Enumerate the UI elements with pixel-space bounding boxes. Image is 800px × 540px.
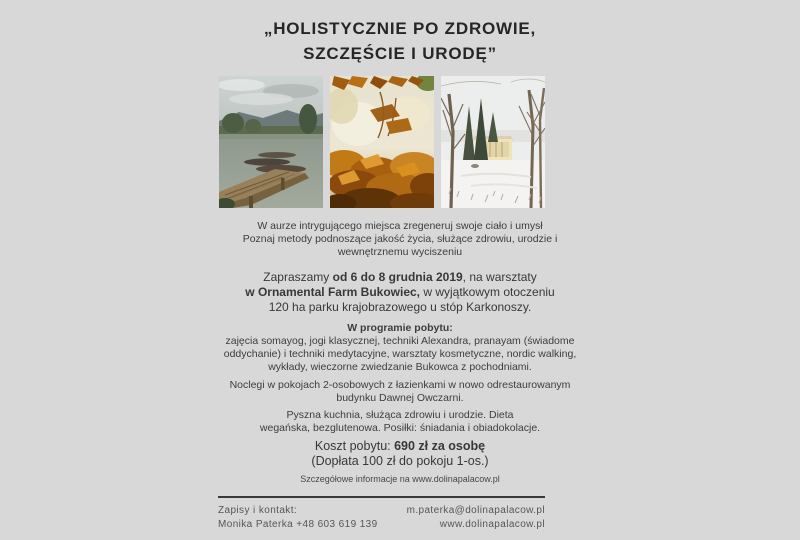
price-amount: 690 zł za osobę — [394, 439, 486, 453]
contact-person: Monika Paterka +48 603 619 139 — [218, 519, 378, 530]
text-line: W aurze intrygującego miejsca zregeneruj swoje ciało i umysł — [257, 220, 543, 232]
text-line — [0, 270, 800, 285]
price-note: (Dopłata 100 zł do pokoju 1-os.) — [311, 453, 489, 468]
text-line — [0, 285, 800, 300]
text-line: wykłady, wieczorne zwiedzanie Bukowca z pochodniami. — [268, 361, 532, 373]
text-segment: w wyjątkowym otoczeniu — [420, 285, 555, 299]
invitation-text — [0, 270, 800, 315]
title-line-1: „HOLISTYCZNIE PO ZDROWIE, — [263, 19, 537, 38]
photo-row — [0, 76, 800, 208]
footer-contact-block — [218, 504, 378, 532]
text-line: Poznaj metody podnoszące jakość życia, służące zdrowiu, urodzie i — [242, 233, 558, 245]
text-line: wegańska, bezglutenowa. Posiłki: śniadania i obiadokolacje. — [259, 422, 541, 434]
text-line: budynku Dawnej Owczarni. — [336, 392, 464, 404]
text-line: 120 ha parku krajobrazowego u stóp Karkonoszy. — [268, 300, 532, 314]
text-line — [0, 439, 800, 454]
text-line: Pyszna kuchnia, służąca zdrowiu i urodzie. Dieta — [286, 409, 514, 421]
dates-highlight: od 6 do 8 grudnia 2019 — [332, 270, 463, 284]
contact-website: www.dolinapalacow.pl — [439, 519, 545, 530]
food-text — [0, 409, 800, 435]
footer — [218, 504, 545, 532]
price-label: Koszt pobytu: — [314, 439, 395, 453]
footer-links-block — [407, 504, 545, 532]
contact-email: m.paterka@dolinapalacow.pl — [406, 505, 545, 516]
program-heading: W programie pobytu: — [347, 322, 453, 334]
text-line: oddychanie) i techniki medytacyjne, warsztaty kosmetyczne, nordic walking, — [223, 348, 577, 360]
lodging-text — [0, 379, 800, 405]
poster-title — [0, 0, 800, 66]
text-segment: , na warsztaty — [462, 270, 537, 284]
more-info-text: Szczegółowe informacje na www.dolinapalacow.pl — [300, 474, 500, 484]
text-line: Noclegi w pokojach 2-osobowych z łazienkami w nowo odrestaurowanym — [229, 379, 571, 391]
winter-pavilion-photo — [441, 76, 545, 208]
venue-highlight: w Ornamental Farm Bukowiec, — [245, 285, 420, 299]
program-section — [0, 322, 800, 374]
text-segment: Zapraszamy — [263, 270, 333, 284]
title-line-2: SZCZĘŚCIE I URODĘ” — [303, 44, 497, 63]
lake-dock-photo — [219, 76, 323, 208]
intro-text — [0, 220, 800, 259]
price-section — [0, 439, 800, 468]
text-line: zajęcia somayog, jogi klasycznej, techniki Alexandra, pranayam (świadome — [225, 335, 575, 347]
footer-divider — [218, 496, 545, 498]
autumn-leaves-photo — [330, 76, 434, 208]
contact-label: Zapisy i kontakt: — [218, 505, 298, 516]
text-line: wewnętrznemu wyciszeniu — [337, 246, 463, 258]
